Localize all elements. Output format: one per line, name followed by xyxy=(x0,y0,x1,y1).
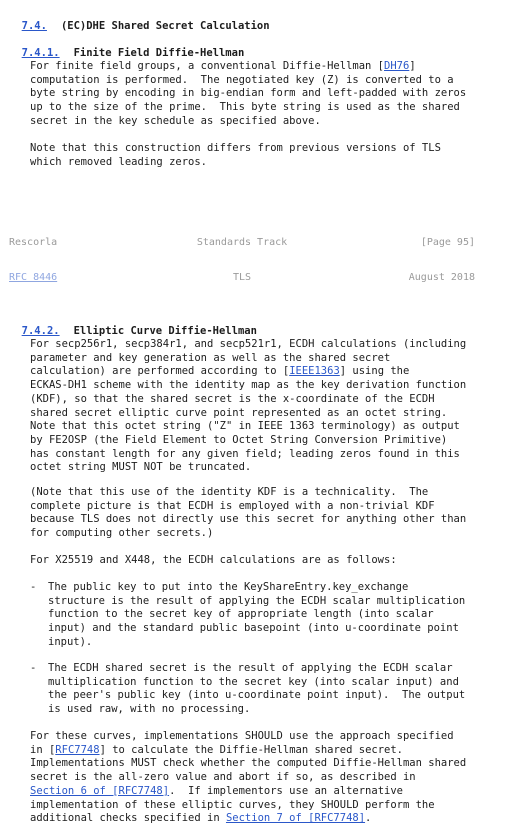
text-line: octet string MUST NOT be truncated. xyxy=(30,461,252,474)
text-line: For finite field groups, a conventional Diffie-Hellman [ xyxy=(30,60,385,72)
text-line: implementation of these elliptic curves, they SHOULD perform the xyxy=(30,798,435,811)
text-line: is used raw, with no processing. xyxy=(48,703,251,716)
section-title-7-4: (EC)DHE Shared Secret Calculation xyxy=(60,19,270,32)
text-line: function to the secret key of appropriate length (into scalar xyxy=(48,608,434,621)
section-heading-7-4-1 xyxy=(9,33,244,60)
text-line: ] xyxy=(409,60,416,72)
text-line: For secp256r1, secp384r1, and secp521r1, ECDH calculations (including xyxy=(30,338,467,350)
text-line: byte string by encoding in big-endian form and left-padded with zeros xyxy=(30,87,467,100)
paragraph-identity-kdf-note xyxy=(30,486,520,541)
section-heading-7-4 xyxy=(9,6,270,33)
bullet-public-key xyxy=(48,581,508,650)
header-date: August 2018 xyxy=(408,272,475,283)
text-line: For X25519 and X448, the ECDH calculations are as follows: xyxy=(30,554,397,566)
text-line: which removed leading zeros. xyxy=(30,155,208,168)
footer-author: Rescorla xyxy=(9,237,58,248)
text-line: secret in the key schedule as specified above. xyxy=(30,114,321,127)
footer-page-number: [Page 95] xyxy=(420,237,475,248)
section-link-7-4-2[interactable]: 7.4.2. xyxy=(21,324,60,337)
text-line: because TLS does not directly use this secret for anything other than xyxy=(30,513,467,526)
ref-link-dh76[interactable]: DH76 xyxy=(384,60,410,72)
text-line: by FE2OSP (the Field Element to Octet String Conversion Primitive) xyxy=(30,433,448,446)
header-rfc-link[interactable]: RFC 8446 xyxy=(9,272,58,283)
section-title-7-4-2: Elliptic Curve Diffie-Hellman xyxy=(73,324,257,337)
section-heading-7-4-2 xyxy=(9,311,257,338)
text-line: structure is the result of applying the ECDH scalar multiplication xyxy=(48,594,466,607)
text-line: shared secret elliptic curve point represented as an octet string. xyxy=(30,406,448,419)
text-line: The ECDH shared secret is the result of applying the ECDH scalar xyxy=(48,662,453,674)
ref-link-rfc7748[interactable]: RFC7748 xyxy=(55,743,100,756)
paragraph-ecdh-nist-curves xyxy=(30,338,520,475)
text-line: input) and the standard public basepoint (into u-coordinate point xyxy=(48,622,459,635)
text-line: ] using the xyxy=(339,365,410,378)
ref-link-rfc7748-section-6[interactable]: Section 6 of [RFC7748] xyxy=(30,784,170,797)
text-line: computation is performed. The negotiated key (Z) is converted to a xyxy=(30,73,454,86)
bullet-marker: - xyxy=(30,662,37,674)
text-line: The public key to put into the KeyShareEntry.key_exchange xyxy=(48,581,409,593)
text-line: in [ xyxy=(30,743,56,756)
footer-status: Standards Track xyxy=(196,237,288,248)
text-line: for computing other secrets.) xyxy=(30,527,214,540)
text-line: ECKAS-DH1 scheme with the identity map as the key derivation function xyxy=(30,379,467,392)
paragraph-note-leading-zeros xyxy=(30,142,520,169)
ref-link-rfc7748-section-7[interactable]: Section 7 of [RFC7748] xyxy=(225,812,366,825)
text-line: parameter and key generation as well as the shared secret xyxy=(30,351,391,364)
text-line: the peer's public key (into u-coordinate point input). The output xyxy=(48,689,466,702)
text-line: Implementations MUST check whether the computed Diffie-Hellman shared xyxy=(30,757,467,770)
text-line: Note that this octet string ("Z" in IEEE 1363 terminology) as output xyxy=(30,420,460,433)
text-line: additional checks specified in xyxy=(30,812,226,825)
text-line: input). xyxy=(48,635,93,648)
paragraph-finite-field xyxy=(30,60,520,129)
text-line: secret is the all-zero value and abort if so, as described in xyxy=(30,771,416,784)
section-title-7-4-1: Finite Field Diffie-Hellman xyxy=(73,46,245,59)
bullet-shared-secret xyxy=(48,662,508,717)
text-line: has constant length for any given field; leading zeros found in this xyxy=(30,447,460,460)
text-line: (KDF), so that the shared secret is the x-coordinate of the ECDH xyxy=(30,392,435,405)
text-line: up to the size of the prime. This byte string is used as the shared xyxy=(30,101,460,114)
paragraph-x25519-intro xyxy=(30,554,520,568)
text-line: (Note that this use of the identity KDF is a technicality. The xyxy=(30,486,429,498)
bullet-marker: - xyxy=(30,581,37,593)
text-line: ] to calculate the Diffie-Hellman shared secret. xyxy=(99,743,403,756)
text-line: complete picture is that ECDH is employed with a non-trivial KDF xyxy=(30,499,435,512)
section-link-7-4[interactable]: 7.4. xyxy=(21,19,47,32)
text-line: multiplication function to the secret key (into scalar input) and xyxy=(48,675,459,688)
ref-link-ieee1363[interactable]: IEEE1363 xyxy=(289,365,340,378)
text-line: For these curves, implementations SHOULD use the approach specified xyxy=(30,730,454,742)
text-line: . If implementors use an alternative xyxy=(169,784,403,797)
text-line: calculation) are performed according to [ xyxy=(30,365,290,378)
paragraph-rfc7748-guidance xyxy=(30,730,520,826)
text-line: Note that this construction differs from previous versions of TLS xyxy=(30,142,441,154)
text-line: . xyxy=(365,812,372,825)
section-link-7-4-1[interactable]: 7.4.1. xyxy=(21,46,60,59)
header-title: TLS xyxy=(232,272,252,283)
